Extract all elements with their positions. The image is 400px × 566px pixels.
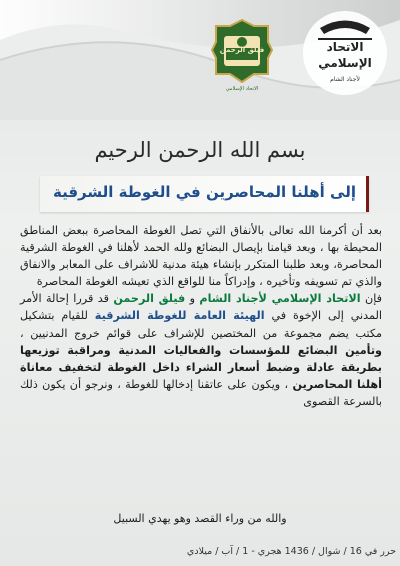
org-ajnad-al-sham: الاتحاد الإسلامي لأجناد الشام <box>199 292 361 306</box>
org-faylaq-al-rahman: فيلق الرحمن <box>113 292 186 306</box>
paragraph-2: فإن الاتحاد الإسلامي لأجناد الشام و فيلق الرحمن قد قررا إحالة الأمر المدني إلى الإخوة في الهيئة العامة للغوطة الشرقية للقيام بتشكيل مكتب يضم مجموعة من المختصين للإشراف على قوائم خروج المدنيين ، وتأمين البضائع للمؤسسات والفعاليات المدنية ومراقبة توزيعها بطريقة عادلة وضبط أسعار الشراء داخل الغوطة لتخفيف معاناة أهلنا المحاصرين ، ويكون على عاتقنا إدخالها للغوطة ، ونرجو أن يكون ذلك بالسرعة القصوى <box>20 292 383 408</box>
page-title: إلى أهلنا المحاصرين في الغوطة الشرقية <box>53 183 356 201</box>
title-banner <box>40 176 369 212</box>
left-logo-subtext: الاتحاد الإسلامي <box>225 86 259 92</box>
bold-goods-clause: وتأمين البضائع للمؤسسات والفعاليات المدنية ومراقبة توزيعها بطريقة عادلة وضبط أسعار الشراء داخل الغوطة لتخفيف معاناة أهلنا المحاصرين <box>20 343 382 391</box>
paragraph-1: بعد أن أكرمنا الله تعالى بالأنفاق التي تصل الغوطة المحاصرة ببعض المناطق المحيطة بها ، وبعد قيامنا بإيصال البضائع ولله الحمد لأهلنا في الغوطة الشرقية المحاصرة، وبعد طلبنا المتكرر بإنشاء هيئة مدنية للاشراف على المعابر والانفاق والذي تم تسويفه وتأخيره ، وإدراكاً منا للواقع الذي تعيشه الغوطة المحاصرة <box>20 224 382 289</box>
org-general-authority: الهيئة العامة للغوطة الشرقية <box>94 309 265 323</box>
basmala: بسم الله الرحمن الرحيم <box>94 138 306 162</box>
right-logo-line2: الإسلامي <box>318 56 372 70</box>
left-logo-text: فيلق الرحمن <box>219 46 265 54</box>
right-logo-line1: الاتحاد <box>326 40 364 54</box>
statement-body <box>20 222 382 410</box>
date-footer: حرر في 16 / شوال / 1436 هجري - 1 / آب / ميلادي <box>186 546 396 557</box>
right-logo-subtext: لأجناد الشام <box>330 76 360 83</box>
closing-line: والله من وراء القصد وهو يهدي السبيل <box>113 512 287 525</box>
